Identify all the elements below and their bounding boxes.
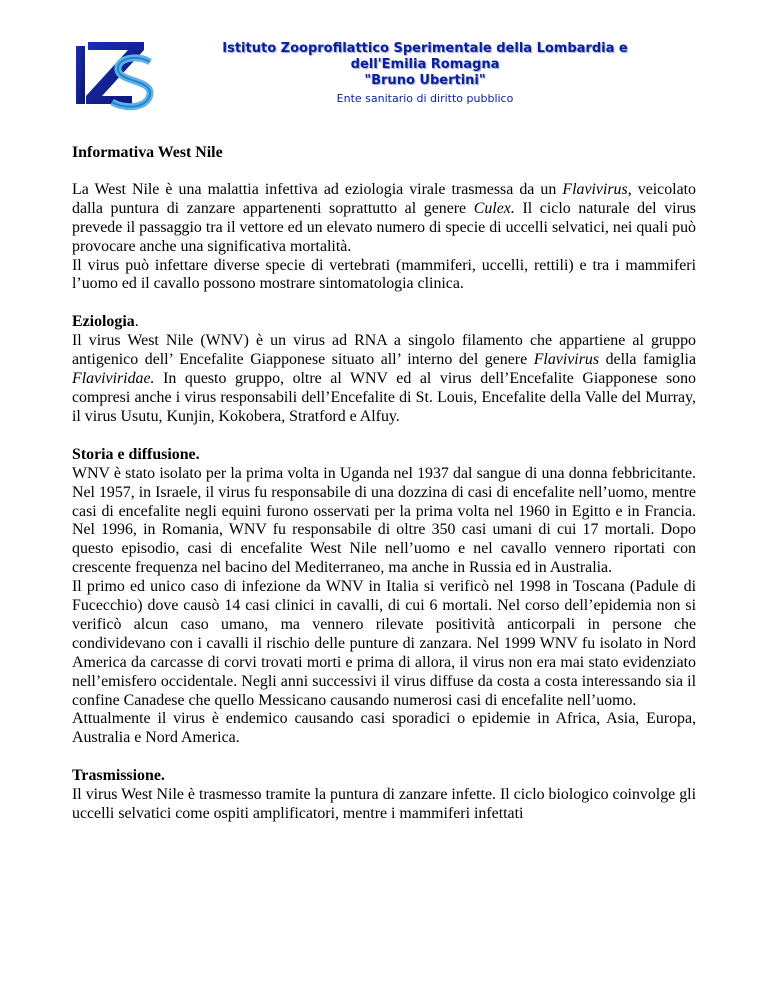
institute-header [160,41,690,106]
intro-paragraph: La West Nile è una malattia infettiva ad eziologia virale trasmessa da un Flavivirus, veicolato dalla puntura di zanzare appartenenti soprattutto al genere Culex. Il ciclo naturale del virus prevede il passaggio tra il vettore ed un elevato numero di specie di uccelli selvatici, nei quali può provocare anche una significativa mortalità. [72,180,696,255]
institute-name-line1: Istituto Zooprofilattico Sperimentale della Lombardia e [222,41,628,56]
section-trasmissione-text: Il virus West Nile è trasmesso tramite la puntura di zanzare infette. Il ciclo biologico coinvolge gli uccelli selvatici come ospiti amplificatori, mentre i mammiferi infettati [72,786,696,823]
section-storia-heading: Storia e diffusione. [72,445,200,463]
institute-name-line3: "Bruno Ubertini" [364,73,486,88]
section-storia-text-1: WNV è stato isolato per la prima volta in Uganda nel 1937 dal sangue di una donna febbricitante. Nel 1957, in Israele, il virus fu responsabile di una dozzina di casi di encefalite nell’uomo, mentre casi di encefalite negli equini furono osservati per la prima volta nel 1960 in Egitto e in Francia. Nel 1996, in Romania, WNV fu responsabile di oltre 350 casi umani di cui 17 mortali. Dopo questo episodio, casi di encefalite West Nile nell’uomo e nel cavallo vennero riportati con crescente frequenza nel bacino del Mediterraneo, ma anche in Russia ed in Australia. [72,464,696,577]
section-storia-text-3: Attualmente il virus è endemico causando casi sporadici o epidemie in Africa, Asia, Europa, Australia e Nord America. [72,710,696,747]
document-title: Informativa West Nile [72,144,223,161]
document-body [72,144,696,824]
section-eziologia-text: Il virus West Nile (WNV) è un virus ad RNA a singolo filamento che appartiene al gruppo antigenico dell’ Encefalite Giapponese situato all’ interno del genere Flavivirus della famiglia Flaviviridae. In questo gruppo, oltre al WNV ed al virus dell’Encefalite Giapponese sono compresi anche i virus responsabili dell’Encefalite di St. Louis, Encefalite della Valle del Murray, il virus Usutu, Kunjin, Kokobera, Stratford e Alfuy. [72,332,696,425]
institute-subtitle: Ente sanitario di diritto pubblico [336,92,514,105]
izs-logo-icon [72,36,156,112]
intro-paragraph-2: Il virus può infettare diverse specie di vertebrati (mammiferi, uccelli, rettili) e tra i mammiferi l’uomo ed il cavallo possono mostrare sintomatologia clinica. [72,256,696,293]
institute-name-line2: dell'Emilia Romagna [350,57,500,72]
section-storia-text-2: Il primo ed unico caso di infezione da WNV in Italia si verificò nel 1998 in Toscana (Padule di Fucecchio) dove causò 14 casi clinici in cavalli, di cui 6 mortali. Nel corso dell’epidemia non si verificò alcun caso umano, ma vennero rilevate positività anticorpali in persone che condividevano con i cavalli il rischio delle punture di zanzara. Nel 1999 WNV fu isolato in Nord America da carcasse di corvi trovati morti e prima di allora, il virus non era mai stato evidenziato nell’emisfero occidentale. Negli anni successivi il virus diffuse da costa a costa interessando sia il confine Canadese che quello Messicano causando numerosi casi di encefalite nell’uomo. [72,578,696,709]
section-trasmissione-heading: Trasmissione. [72,767,165,785]
section-eziologia-heading: Eziologia. [72,313,139,331]
